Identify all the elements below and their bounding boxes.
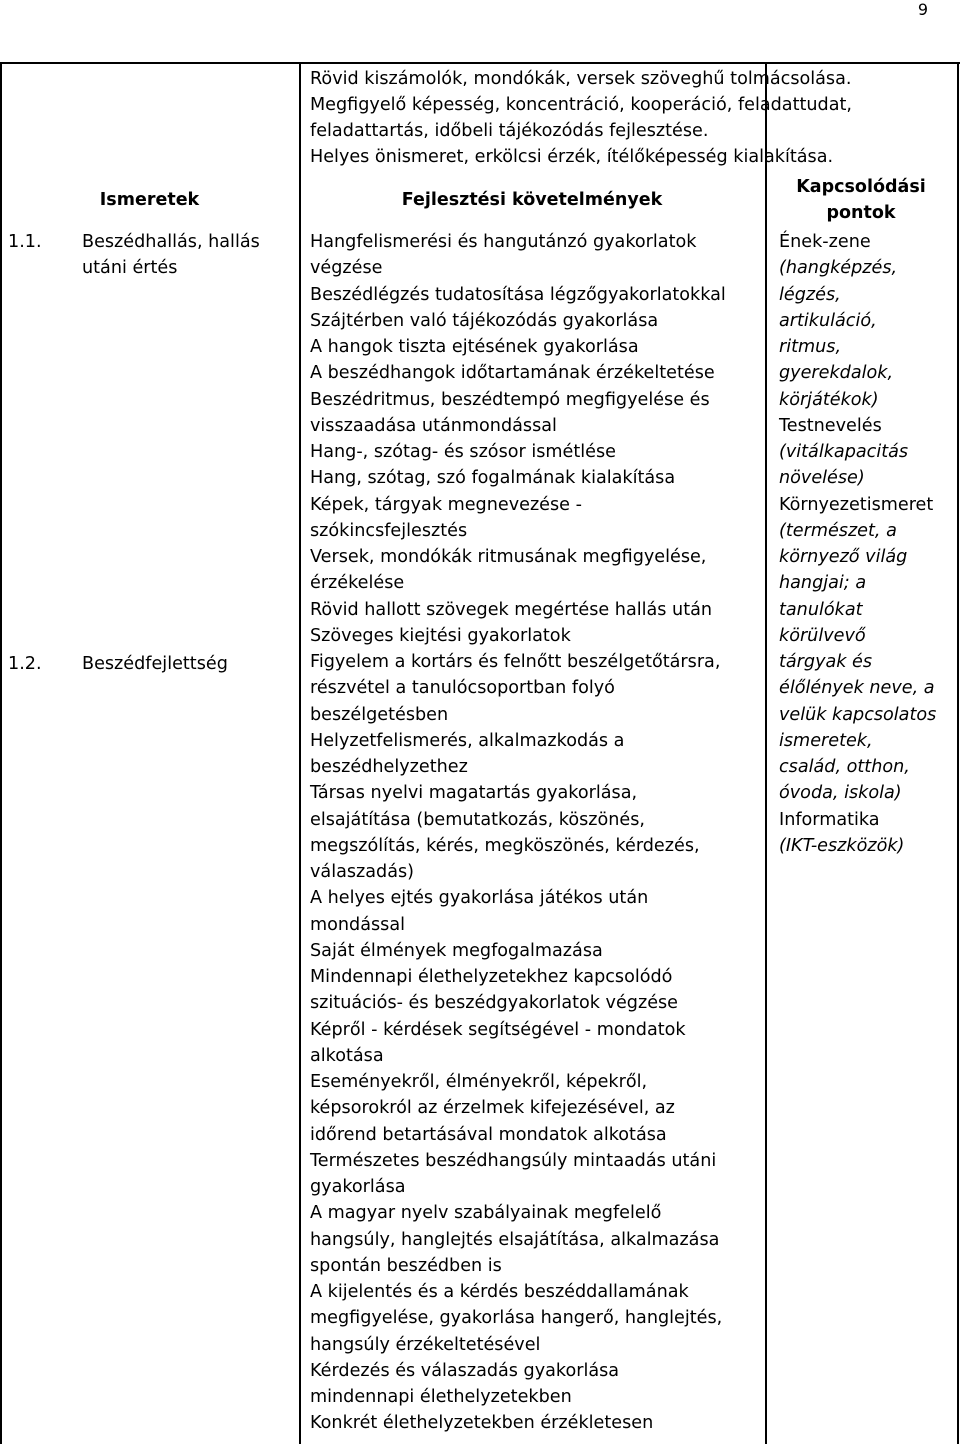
requirement-line: gyakorlása bbox=[310, 1177, 406, 1197]
requirement-line: hangsúly érzékeltetésével bbox=[310, 1334, 541, 1355]
connection-line: ismeretek, bbox=[779, 730, 873, 751]
connection-line: Környezetismeret bbox=[779, 494, 934, 515]
connection-line: körjátékok) bbox=[779, 389, 879, 410]
requirement-line: Szájtérben való tájékozódás gyakorlása bbox=[310, 310, 659, 331]
requirement-line: Hang, szótag, szó fogalmának kialakítása bbox=[310, 468, 676, 489]
requirement-line: Szöveges kiejtési gyakorlatok bbox=[310, 625, 571, 646]
requirement-line: időrend betartásával mondatok alkotása bbox=[310, 1124, 667, 1145]
connection-line: élőlények neve, a bbox=[779, 678, 935, 699]
page-number: 9 bbox=[917, 0, 928, 19]
connection-line: ritmus, bbox=[779, 337, 842, 357]
requirement-line: A magyar nyelv szabályainak megfelelő bbox=[310, 1203, 662, 1224]
connection-line: artikuláció, bbox=[779, 310, 877, 331]
connection-line: (vitálkapacitás bbox=[779, 442, 909, 462]
connection-line: család, otthon, bbox=[779, 757, 910, 777]
connection-line: gyerekdalok, bbox=[779, 363, 894, 384]
requirement-line: visszaadása utánmondással bbox=[310, 415, 557, 436]
column-divider-1 bbox=[299, 62, 301, 1444]
requirement-line: A kijelentés és a kérdés beszéddallamának bbox=[310, 1282, 689, 1302]
connection-line: Ének-zene bbox=[779, 232, 871, 252]
requirement-line: beszédhelyzethez bbox=[310, 757, 468, 777]
intro-line: Megfigyelő képesség, koncentráció, kooperáció, feladattudat, bbox=[310, 95, 852, 115]
requirement-line: Hang-, szótag- és szósor ismétlése bbox=[310, 442, 616, 462]
requirement-line: mindennapi élethelyzetekben bbox=[310, 1387, 572, 1407]
requirement-line: szókincsfejlesztés bbox=[310, 520, 468, 541]
connection-line: Testnevelés bbox=[779, 415, 882, 436]
requirement-line: részvétel a tanulócsoportban folyó bbox=[310, 678, 615, 699]
requirement-line: megfigyelése, gyakorlása hangerő, hanglejtés, bbox=[310, 1308, 723, 1329]
section-number: 1.2. bbox=[8, 654, 42, 674]
requirement-line: Mindennapi élethelyzetekhez kapcsolódó bbox=[310, 967, 673, 987]
header-kapcsolodasi: Kapcsolódási bbox=[796, 177, 926, 197]
header-ismeretek: Ismeretek bbox=[99, 190, 200, 210]
connection-line: légzés, bbox=[779, 284, 841, 305]
section-title: Beszédhallás, hallás bbox=[82, 232, 260, 252]
connection-line: (hangképzés, bbox=[779, 258, 898, 279]
connection-line: hangjai; a bbox=[779, 573, 867, 594]
requirement-line: Beszédlégzés tudatosítása légzőgyakorlatokkal bbox=[310, 284, 726, 305]
requirement-line: alkotása bbox=[310, 1045, 384, 1066]
connection-line: tanulókat bbox=[779, 599, 863, 620]
intro-line: feladattartás, időbeli tájékozódás fejlesztése. bbox=[310, 121, 709, 141]
requirement-line: A helyes ejtés gyakorlása játékos után bbox=[310, 888, 649, 909]
connection-line: növelése) bbox=[779, 468, 865, 489]
requirement-line: Társas nyelvi magatartás gyakorlása, bbox=[310, 783, 638, 804]
requirement-line: Beszédritmus, beszédtempó megfigyelése és bbox=[310, 389, 710, 410]
requirement-line: Hangfelismerési és hangutánzó gyakorlatok bbox=[310, 232, 697, 252]
requirement-line: szituációs- és beszédgyakorlatok végzése bbox=[310, 993, 679, 1014]
requirement-line: Természetes beszédhangsúly mintaadás utáni bbox=[310, 1150, 717, 1171]
connection-line: (IKT-eszközök) bbox=[779, 835, 905, 856]
requirement-line: beszélgetésben bbox=[310, 704, 449, 725]
connection-line: óvoda, iskola) bbox=[779, 783, 902, 804]
connection-line: Informatika bbox=[779, 809, 880, 830]
column-divider-2 bbox=[765, 62, 767, 1444]
connection-line: körülvevő bbox=[779, 625, 866, 646]
requirement-line: A beszédhangok időtartamának érzékeltetése bbox=[310, 363, 715, 384]
connection-line: környező világ bbox=[779, 547, 908, 567]
requirement-line: Kérdezés és válaszadás gyakorlása bbox=[310, 1360, 620, 1381]
header-fejlesztesi-kovetelmenyek: Fejlesztési követelmények bbox=[401, 190, 663, 210]
requirement-line: megszólítás, kérés, megköszönés, kérdezés, bbox=[310, 835, 700, 856]
table-left-border bbox=[0, 62, 2, 1444]
requirement-line: spontán beszédben is bbox=[310, 1255, 502, 1276]
requirement-line: Rövid hallott szövegek megértése hallás után bbox=[310, 599, 713, 620]
requirement-line: Konkrét élethelyzetekben érzékletesen bbox=[310, 1413, 654, 1434]
intro-line: Helyes önismeret, erkölcsi érzék, ítélőképesség kialakítása. bbox=[310, 147, 834, 167]
section-title: utáni értés bbox=[82, 258, 178, 278]
table-top-border bbox=[0, 62, 960, 64]
connection-line: tárgyak és bbox=[779, 652, 873, 672]
requirement-line: végzése bbox=[310, 258, 383, 279]
connection-line: velük kapcsolatos bbox=[779, 704, 937, 725]
requirement-line: hangsúly, hanglejtés elsajátítása, alkalmazása bbox=[310, 1229, 720, 1250]
requirement-line: képsorokról az érzelmek kifejezésével, az bbox=[310, 1098, 675, 1119]
requirement-line: Helyzetfelismerés, alkalmazkodás a bbox=[310, 730, 625, 751]
connection-line: (természet, a bbox=[779, 520, 897, 541]
section-title: Beszédfejlettség bbox=[82, 654, 228, 674]
section-number: 1.1. bbox=[8, 232, 42, 252]
requirement-line: mondással bbox=[310, 914, 406, 935]
requirement-line: Figyelem a kortárs és felnőtt beszélgetőtársra, bbox=[310, 652, 721, 672]
intro-line: Rövid kiszámolók, mondókák, versek szöveghű tolmácsolása. bbox=[310, 69, 852, 89]
requirement-line: Versek, mondókák ritmusának megfigyelése, bbox=[310, 547, 707, 567]
requirement-line: A hangok tiszta ejtésének gyakorlása bbox=[310, 337, 639, 357]
requirement-line: válaszadás) bbox=[310, 862, 415, 882]
requirement-line: érzékelése bbox=[310, 573, 405, 594]
header-pontok: pontok bbox=[826, 203, 896, 223]
table-right-border bbox=[957, 62, 959, 1444]
requirement-line: Eseményekről, élményekről, képekről, bbox=[310, 1072, 648, 1092]
requirement-line: Saját élmények megfogalmazása bbox=[310, 940, 603, 961]
requirement-line: elsajátítása (bemutatkozás, köszönés, bbox=[310, 809, 645, 830]
requirement-line: Képről - kérdések segítségével - mondatok bbox=[310, 1019, 686, 1040]
requirement-line: Képek, tárgyak megnevezése - bbox=[310, 494, 582, 515]
